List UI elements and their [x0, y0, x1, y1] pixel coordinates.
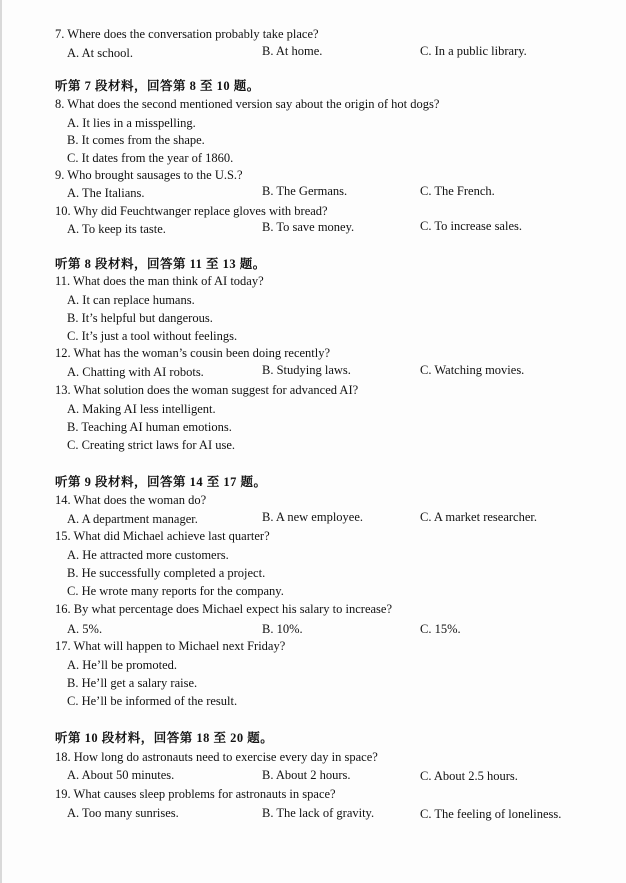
q12-option-a: A. Chatting with AI robots. [67, 365, 204, 379]
q13-option-c: C. Creating strict laws for AI use. [67, 438, 236, 452]
q17-option-b: B. He’ll get a salary raise. [67, 676, 198, 690]
q11-option-a: A. It can replace humans. [67, 293, 195, 307]
q10-option-c: C. To increase sales. [420, 219, 522, 233]
q13-option-a: A. Making AI less intelligent. [67, 402, 216, 416]
q18-option-b: B. About 2 hours. [262, 768, 351, 782]
q18-option-c: C. About 2.5 hours. [420, 769, 518, 783]
question-16: 16. By what percentage does Michael expect his salary to increase? [55, 602, 393, 616]
q19-option-a: A. Too many sunrises. [67, 806, 179, 820]
q12-option-c: C. Watching movies. [420, 363, 525, 377]
section-10-heading: 听第 10 段材料，回答第 18 至 20 题。 [55, 731, 274, 745]
q14-option-a: A. A department manager. [67, 512, 198, 526]
q16-option-c: C. 15%. [420, 622, 461, 636]
question-9: 9. Who brought sausages to the U.S.? [55, 168, 243, 182]
q10-option-b: B. To save money. [262, 220, 355, 234]
q13-option-b: B. Teaching AI human emotions. [67, 420, 232, 434]
question-17: 17. What will happen to Michael next Friday? [55, 639, 286, 653]
question-13: 13. What solution does the woman suggest for advanced AI? [55, 383, 359, 397]
section-7-heading: 听第 7 段材料，回答第 8 至 10 题。 [55, 79, 260, 93]
q9-option-a: A. The Italians. [67, 186, 145, 200]
q14-option-b: B. A new employee. [262, 510, 364, 524]
question-11: 11. What does the man think of AI today? [55, 274, 264, 288]
q18-option-a: A. About 50 minutes. [67, 768, 175, 782]
q17-option-a: A. He’ll be promoted. [67, 658, 178, 672]
q10-option-a: A. To keep its taste. [67, 222, 166, 236]
q19-option-c: C. The feeling of loneliness. [420, 807, 562, 821]
question-18: 18. How long do astronauts need to exercise every day in space? [55, 750, 378, 764]
q16-option-a: A. 5%. [67, 622, 103, 636]
question-8: 8. What does the second mentioned version say about the origin of hot dogs? [55, 97, 440, 111]
q19-option-b: B. The lack of gravity. [262, 806, 375, 820]
section-8-heading: 听第 8 段材料，回答第 11 至 13 题。 [55, 257, 266, 271]
q11-option-b: B. It’s helpful but dangerous. [67, 311, 213, 325]
question-14: 14. What does the woman do? [55, 493, 207, 507]
q15-option-a: A. He attracted more customers. [67, 548, 229, 562]
q8-option-a: A. It lies in a misspelling. [67, 116, 196, 130]
q15-option-c: C. He wrote many reports for the company. [67, 584, 284, 598]
q7-option-c: C. In a public library. [420, 44, 527, 58]
q15-option-b: B. He successfully completed a project. [67, 566, 266, 580]
q8-option-c: C. It dates from the year of 1860. [67, 151, 234, 165]
q16-option-b: B. 10%. [262, 622, 303, 636]
question-19: 19. What causes sleep problems for astronauts in space? [55, 787, 336, 801]
q7-option-a: A. At school. [67, 46, 133, 60]
q14-option-c: C. A market researcher. [420, 510, 537, 524]
q17-option-c: C. He’ll be informed of the result. [67, 694, 238, 708]
q12-option-b: B. Studying laws. [262, 363, 351, 377]
q7-option-b: B. At home. [262, 44, 323, 58]
q8-option-b: B. It comes from the shape. [67, 133, 205, 147]
q9-option-c: C. The French. [420, 184, 495, 198]
section-9-heading: 听第 9 段材料，回答第 14 至 17 题。 [55, 475, 267, 489]
q11-option-c: C. It’s just a tool without feelings. [67, 329, 238, 343]
q9-option-b: B. The Germans. [262, 184, 348, 198]
question-12: 12. What has the woman’s cousin been doing recently? [55, 346, 331, 360]
question-15: 15. What did Michael achieve last quarter? [55, 529, 270, 543]
question-7: 7. Where does the conversation probably take place? [55, 27, 319, 41]
question-10: 10. Why did Feuchtwanger replace gloves with bread? [55, 204, 328, 218]
